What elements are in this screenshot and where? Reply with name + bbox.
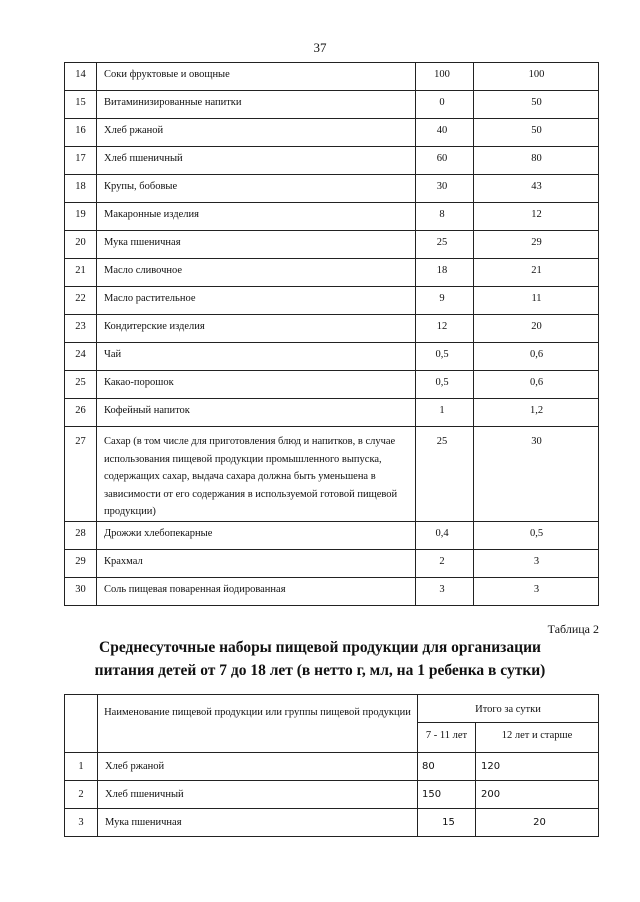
table2-header-row	[65, 695, 599, 723]
table-row	[65, 63, 599, 91]
row-number-cell: 18	[65, 175, 97, 203]
value-7-11-cell: 25	[416, 231, 474, 259]
value-7-11-cell: 2	[416, 549, 474, 577]
product-name-cell: Хлеб пшеничный	[98, 781, 418, 809]
product-name-cell: Соки фруктовые и овощные	[97, 63, 416, 91]
row-number-cell: 23	[65, 315, 97, 343]
product-name-cell: Чай	[97, 343, 416, 371]
value-12-plus-cell: 21	[474, 259, 599, 287]
value-7-11-cell: 9	[416, 287, 474, 315]
row-number-cell: 19	[65, 203, 97, 231]
value-7-11-cell: 15	[418, 809, 476, 837]
table-row	[65, 577, 599, 605]
table-row	[65, 147, 599, 175]
page-number: 37	[313, 40, 327, 55]
table-title-line-1: Среднесуточные наборы пищевой продукции для организации	[99, 639, 541, 656]
header-name-cell: Наименование пищевой продукции или группы пищевой продукции	[98, 695, 418, 753]
value-12-plus-cell: 80	[474, 147, 599, 175]
value-7-11-cell: 80	[418, 753, 476, 781]
row-number-cell: 3	[65, 809, 98, 837]
product-name-cell: Мука пшеничная	[98, 809, 418, 837]
row-number-cell: 22	[65, 287, 97, 315]
value-7-11-cell: 0,4	[416, 521, 474, 549]
row-number-cell: 21	[65, 259, 97, 287]
row-number-cell: 1	[65, 753, 98, 781]
value-12-plus-cell: 11	[474, 287, 599, 315]
value-7-11-cell: 1	[416, 399, 474, 427]
product-name-cell: Какао-порошок	[97, 371, 416, 399]
value-7-11-cell: 3	[416, 577, 474, 605]
value-12-plus-cell: 29	[474, 231, 599, 259]
row-number-cell: 29	[65, 549, 97, 577]
table-row	[65, 753, 599, 781]
product-name-cell: Витаминизированные напитки	[97, 91, 416, 119]
value-12-plus-cell: 0,6	[474, 343, 599, 371]
table-title	[0, 636, 640, 682]
product-name-cell: Сахар (в том числе для приготовления блюд и напитков, в случае использования пищевой продукции промышленного выпуска, содержащих сахар, выдача сахара должна быть уменьшена в зависимости от его содержания в используемой готовой пищевой продукции)	[97, 427, 416, 522]
product-name-cell: Мука пшеничная	[97, 231, 416, 259]
row-number-cell: 16	[65, 119, 97, 147]
product-name-cell: Хлеб пшеничный	[97, 147, 416, 175]
table-row	[65, 399, 599, 427]
row-number-cell: 25	[65, 371, 97, 399]
product-name-cell: Соль пищевая поваренная йодированная	[97, 577, 416, 605]
daily-food-sets-table	[64, 694, 599, 837]
table-row	[65, 371, 599, 399]
table-row	[65, 549, 599, 577]
value-12-plus-cell: 200	[476, 781, 599, 809]
header-total-cell: Итого за сутки	[418, 695, 599, 723]
value-12-plus-cell: 3	[474, 577, 599, 605]
value-12-plus-cell: 0,5	[474, 521, 599, 549]
table-label: Таблица 2	[547, 622, 599, 636]
product-name-cell: Кондитерские изделия	[97, 315, 416, 343]
value-12-plus-cell: 30	[474, 427, 599, 522]
header-age-12-plus: 12 лет и старше	[476, 723, 599, 753]
table-row	[65, 781, 599, 809]
value-12-plus-cell: 12	[474, 203, 599, 231]
value-12-plus-cell: 120	[476, 753, 599, 781]
value-7-11-cell: 60	[416, 147, 474, 175]
product-name-cell: Кофейный напиток	[97, 399, 416, 427]
table-row	[65, 203, 599, 231]
value-7-11-cell: 12	[416, 315, 474, 343]
table2-body	[65, 695, 599, 837]
value-7-11-cell: 40	[416, 119, 474, 147]
row-number-cell: 14	[65, 63, 97, 91]
food-norms-table-continued	[64, 62, 599, 606]
table-row	[65, 287, 599, 315]
value-12-plus-cell: 1,2	[474, 399, 599, 427]
value-7-11-cell: 0,5	[416, 343, 474, 371]
table-row	[65, 427, 599, 522]
row-number-cell: 17	[65, 147, 97, 175]
header-num-cell	[65, 695, 98, 753]
product-name-cell: Крахмал	[97, 549, 416, 577]
table-row	[65, 91, 599, 119]
row-number-cell: 2	[65, 781, 98, 809]
table-row	[65, 231, 599, 259]
value-7-11-cell: 30	[416, 175, 474, 203]
table1-body	[65, 63, 599, 606]
row-number-cell: 20	[65, 231, 97, 259]
product-name-cell: Крупы, бобовые	[97, 175, 416, 203]
header-age-7-11: 7 - 11 лет	[418, 723, 476, 753]
product-name-cell: Масло растительное	[97, 287, 416, 315]
table-row	[65, 809, 599, 837]
value-12-plus-cell: 0,6	[474, 371, 599, 399]
table-title-line-2: питания детей от 7 до 18 лет (в нетто г, мл, на 1 ребенка в сутки)	[94, 662, 546, 679]
row-number-cell: 24	[65, 343, 97, 371]
table-row	[65, 259, 599, 287]
value-12-plus-cell: 50	[474, 119, 599, 147]
value-7-11-cell: 25	[416, 427, 474, 522]
value-7-11-cell: 0,5	[416, 371, 474, 399]
value-7-11-cell: 18	[416, 259, 474, 287]
value-12-plus-cell: 50	[474, 91, 599, 119]
row-number-cell: 28	[65, 521, 97, 549]
value-12-plus-cell: 20	[474, 315, 599, 343]
row-number-cell: 26	[65, 399, 97, 427]
table-row	[65, 119, 599, 147]
table-row	[65, 521, 599, 549]
value-12-plus-cell: 3	[474, 549, 599, 577]
product-name-cell: Хлеб ржаной	[98, 753, 418, 781]
value-12-plus-cell: 100	[474, 63, 599, 91]
value-7-11-cell: 150	[418, 781, 476, 809]
value-12-plus-cell: 20	[476, 809, 599, 837]
value-7-11-cell: 0	[416, 91, 474, 119]
value-7-11-cell: 8	[416, 203, 474, 231]
row-number-cell: 27	[65, 427, 97, 522]
product-name-cell: Масло сливочное	[97, 259, 416, 287]
product-name-cell: Дрожжи хлебопекарные	[97, 521, 416, 549]
row-number-cell: 30	[65, 577, 97, 605]
table-row	[65, 175, 599, 203]
table-row	[65, 343, 599, 371]
product-name-cell: Хлеб ржаной	[97, 119, 416, 147]
table-row	[65, 315, 599, 343]
product-name-cell: Макаронные изделия	[97, 203, 416, 231]
value-12-plus-cell: 43	[474, 175, 599, 203]
value-7-11-cell: 100	[416, 63, 474, 91]
row-number-cell: 15	[65, 91, 97, 119]
